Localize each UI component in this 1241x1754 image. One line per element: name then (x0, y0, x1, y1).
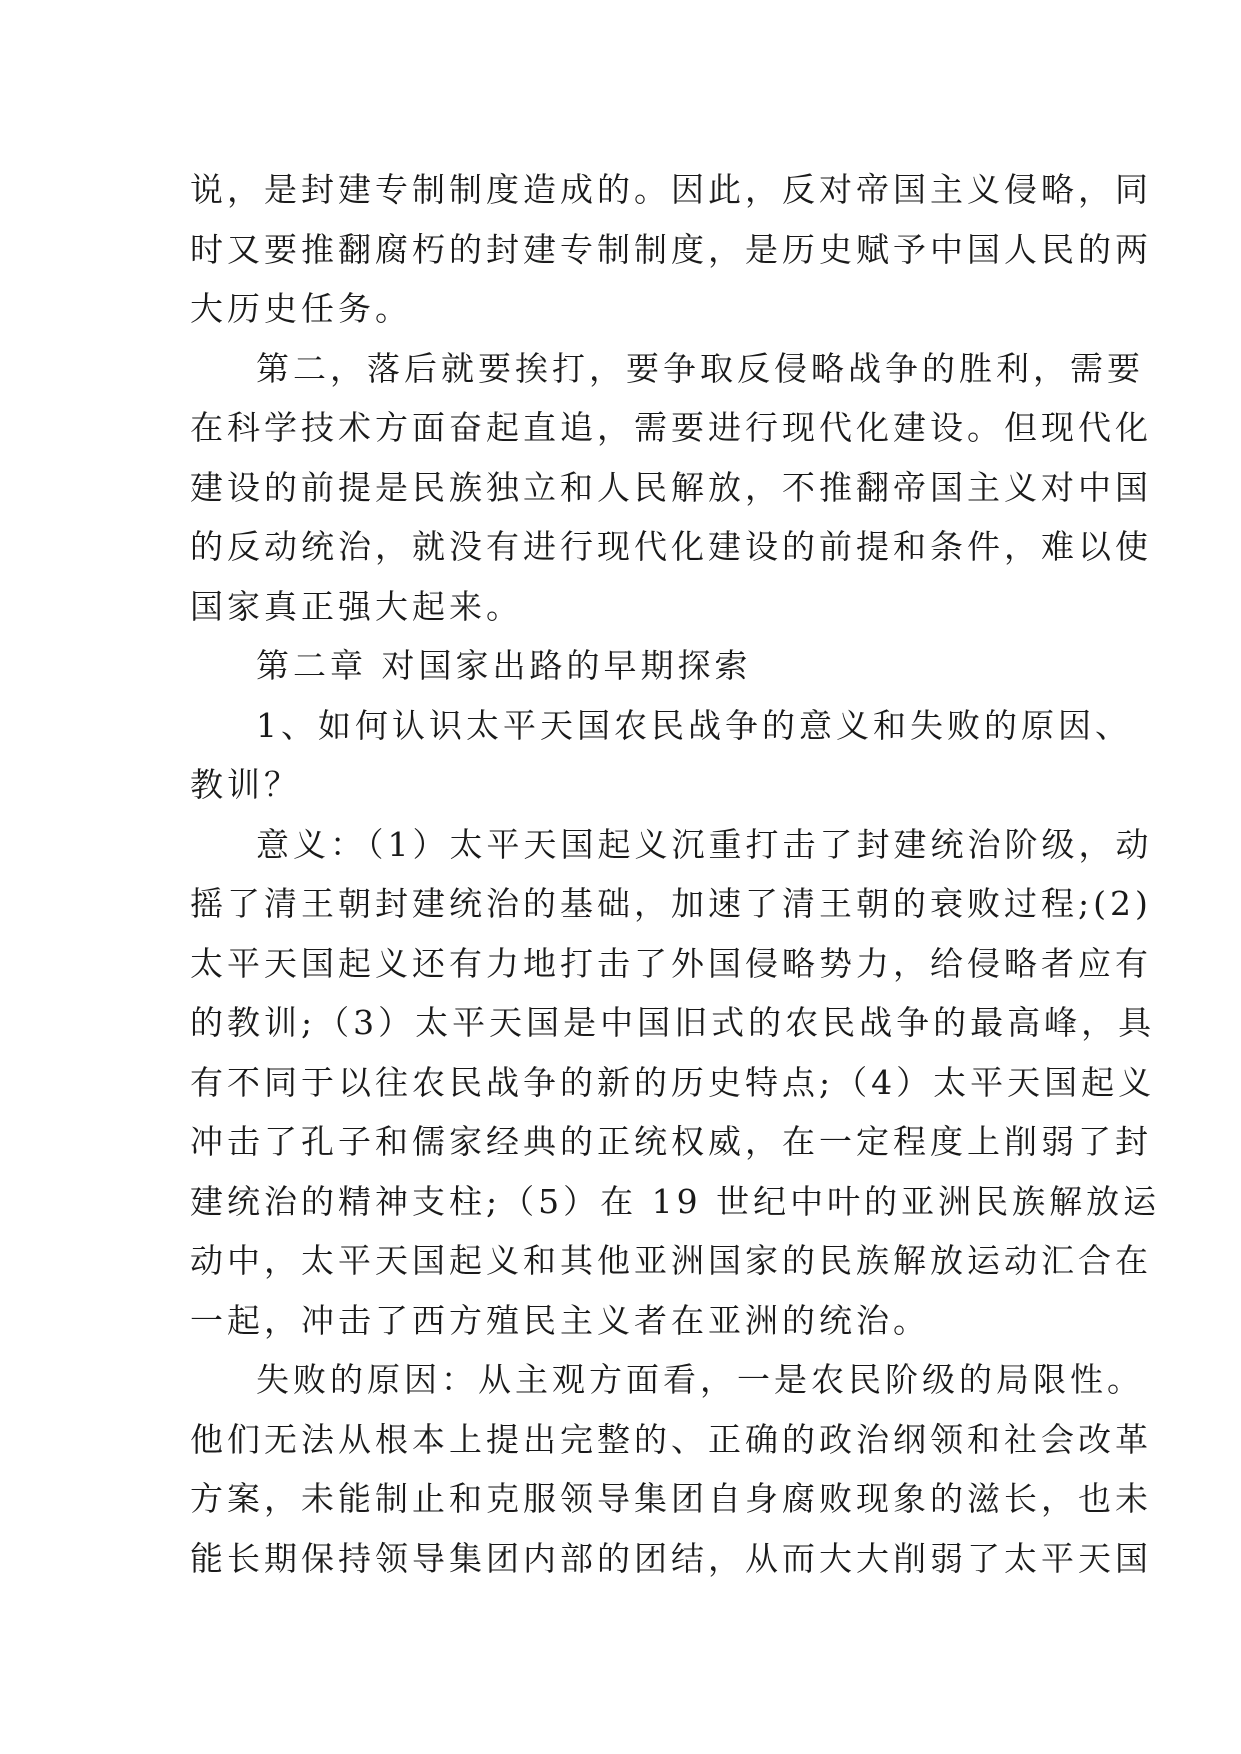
chapter-heading: 第二章 对国家出路的早期探索 (256, 646, 752, 685)
text-line: 动中，太平天国起义和其他亚洲国家的民族解放运动汇合在 (190, 1241, 1152, 1280)
text-line: 大历史任务。 (190, 289, 412, 328)
text-line: 建设的前提是民族独立和人民解放，不推翻帝国主义对中国 (190, 467, 1152, 507)
text-line: 意义：（1）太平天国起义沉重打击了封建统治阶级，动 (256, 824, 1153, 864)
text-line: 的教训;（3）太平天国是中国旧式的农民战争的最高峰，具 (190, 1003, 1156, 1042)
text-line: 方案，未能制止和克服领导集团自身腐败现象的滋长，也未 (190, 1479, 1152, 1518)
document-body (190, 160, 1161, 1588)
text-line: 在科学技术方面奋起直追，需要进行现代化建设。但现代化 (190, 408, 1152, 447)
text-line: 的反动统治，就没有进行现代化建设的前提和条件，难以使 (190, 527, 1152, 566)
text-line: 他们无法从根本上提出完整的、正确的政治纲领和社会改革 (190, 1419, 1152, 1459)
question-line: 1、如何认识太平天国农民战争的意义和失败的原因、 (256, 705, 1132, 745)
text-line: 说，是封建专制制度造成的。因此，反对帝国主义侵略，同 (190, 170, 1152, 209)
text-line: 一起，冲击了西方殖民主义者在亚洲的统治。 (190, 1300, 930, 1340)
text-line: 第二，落后就要挨打，要争取反侵略战争的胜利，需要 (256, 348, 1144, 388)
text-line: 有不同于以往农民战争的新的历史特点;（4）太平天国起义 (190, 1062, 1156, 1102)
question-line: 教训？ (190, 765, 301, 804)
text-line: 失败的原因：从主观方面看，一是农民阶级的局限性。 (256, 1360, 1144, 1399)
text-line: 太平天国起义还有力地打击了外国侵略势力，给侵略者应有 (190, 943, 1152, 983)
text-line: 建统治的精神支柱;（5）在 19 世纪中叶的亚洲民族解放运 (190, 1181, 1161, 1221)
text-line: 能长期保持领导集团内部的团结，从而大大削弱了太平天国 (190, 1538, 1152, 1578)
text-line: 时又要推翻腐朽的封建专制制度，是历史赋予中国人民的两 (190, 229, 1152, 269)
text-line: 冲击了孔子和儒家经典的正统权威，在一定程度上削弱了封 (190, 1122, 1152, 1161)
text-line: 国家真正强大起来。 (190, 586, 523, 626)
text-line: 摇了清王朝封建统治的基础，加速了清王朝的衰败过程;(2) (190, 884, 1152, 923)
